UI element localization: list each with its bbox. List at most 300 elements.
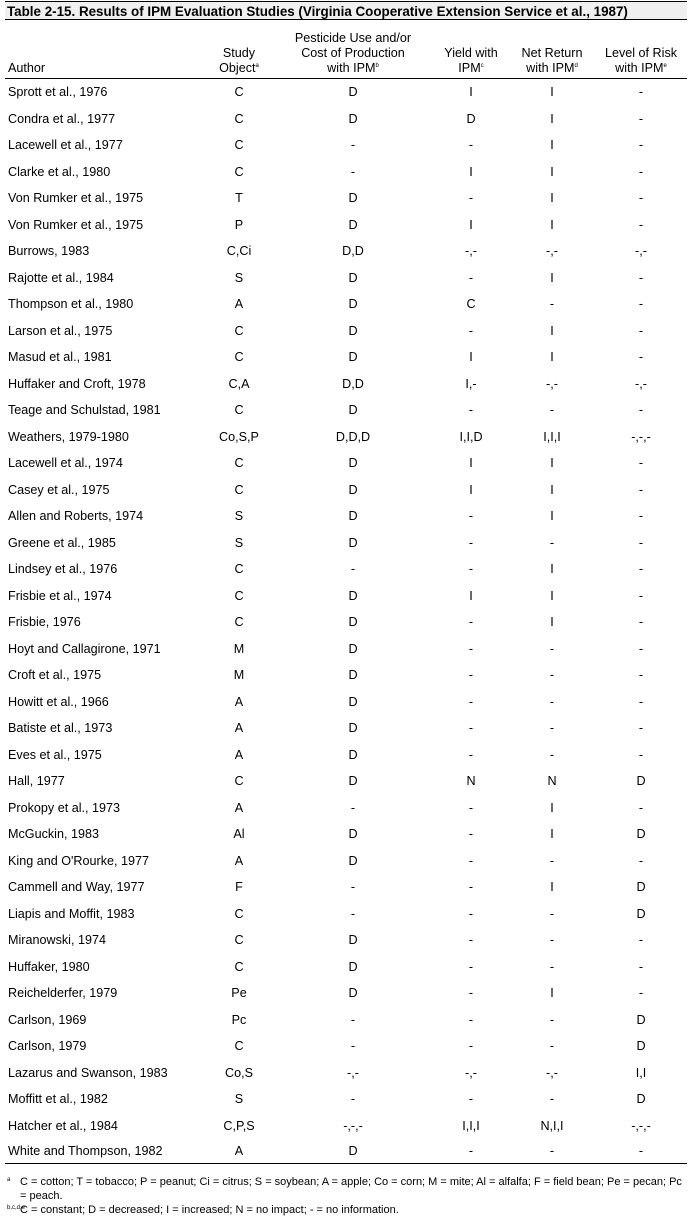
yield-cell: I,-: [465, 376, 477, 391]
header-level-of-risk: [595, 28, 687, 79]
author-cell: Burrows, 1983: [8, 244, 90, 259]
yield-cell: -: [468, 191, 474, 206]
header-line: Net Return: [521, 46, 583, 60]
header-line: Study: [222, 46, 256, 60]
header-line: Level of Risk: [604, 46, 678, 60]
study-object-cell: C: [234, 403, 244, 418]
author-cell: Prokopy et al., 1973: [8, 800, 121, 815]
net-return-cell: -: [549, 297, 555, 312]
author-cell: Lazarus and Swanson, 1983: [8, 1065, 168, 1080]
study-object-cell: C: [234, 1039, 244, 1054]
study-object-cell: C,Ci: [226, 244, 252, 259]
table-row: [5, 1033, 687, 1060]
pesticide-use-cell: D: [348, 641, 358, 656]
level-of-risk-cell: -: [638, 535, 644, 550]
ipm-results-table: [5, 28, 687, 1164]
yield-cell: -: [468, 853, 474, 868]
author-cell: Frisbie, 1976: [8, 615, 81, 630]
net-return-cell: -: [549, 403, 555, 418]
study-object-cell: C: [234, 562, 244, 577]
level-of-risk-cell: -: [638, 588, 644, 603]
pesticide-use-cell: D,D,D: [335, 429, 371, 444]
net-return-cell: I: [550, 164, 554, 179]
yield-cell: -: [468, 138, 474, 153]
pesticide-use-cell: D: [348, 694, 358, 709]
pesticide-use-cell: D: [348, 482, 358, 497]
header-text: with IPM: [526, 61, 575, 75]
footnote-text: C = constant; D = decreased; I = increased; N = no impact; - = no information.: [20, 1204, 399, 1216]
table-row: [5, 265, 687, 292]
study-object-cell: C: [234, 164, 244, 179]
author-cell: Casey et al., 1975: [8, 482, 110, 497]
yield-cell: I: [469, 217, 473, 232]
study-object-cell: A: [234, 747, 244, 762]
header-line: [205, 61, 273, 76]
yield-cell: -: [468, 1039, 474, 1054]
level-of-risk-cell: -: [638, 403, 644, 418]
study-object-cell: M: [233, 641, 245, 656]
pesticide-use-cell: D: [348, 721, 358, 736]
yield-cell: I: [469, 456, 473, 471]
level-of-risk-cell: -: [638, 694, 644, 709]
study-object-cell: C: [234, 350, 244, 365]
author-cell: Lacewell et al., 1974: [8, 456, 123, 471]
author-cell: Croft et al., 1975: [8, 668, 102, 683]
yield-cell: I: [469, 482, 473, 497]
table-body: [5, 79, 687, 1164]
level-of-risk-cell: -: [638, 933, 644, 948]
table-row: [5, 132, 687, 159]
pesticide-use-cell: -: [350, 906, 356, 921]
level-of-risk-cell: -: [638, 800, 644, 815]
pesticide-use-cell: D: [348, 191, 358, 206]
yield-cell: -: [468, 323, 474, 338]
pesticide-use-cell: D: [348, 774, 358, 789]
footnote-marker: c: [480, 63, 484, 69]
level-of-risk-cell: -,-: [635, 376, 647, 391]
author-cell: Thompson et al., 1980: [8, 297, 134, 312]
author-cell: Carlson, 1979: [8, 1039, 87, 1054]
author-cell: Masud et al., 1981: [8, 350, 112, 365]
header-pesticide-use: [273, 28, 433, 79]
yield-cell: -: [468, 562, 474, 577]
study-object-cell: Pe: [231, 986, 247, 1001]
pesticide-use-cell: -: [350, 1012, 356, 1027]
footnote-marker: a: [255, 63, 259, 69]
yield-cell: -: [468, 721, 474, 736]
study-object-cell: C: [234, 323, 244, 338]
level-of-risk-cell: -: [638, 323, 644, 338]
pesticide-use-cell: D: [348, 535, 358, 550]
pesticide-use-cell: -: [350, 880, 356, 895]
study-object-cell: P: [234, 217, 244, 232]
author-cell: Liapis and Moffit, 1983: [8, 906, 135, 921]
study-object-cell: S: [234, 270, 244, 285]
author-cell: Allen and Roberts, 1974: [8, 509, 144, 524]
header-text: Object: [219, 61, 256, 75]
net-return-cell: I: [550, 85, 554, 100]
table-row: [5, 238, 687, 265]
yield-cell: I: [469, 588, 473, 603]
yield-cell: -: [468, 1092, 474, 1107]
study-object-cell: A: [234, 800, 244, 815]
table-row: [5, 159, 687, 186]
header-row: [5, 28, 687, 79]
net-return-cell: I: [550, 111, 554, 126]
pesticide-use-cell: D: [348, 986, 358, 1001]
net-return-cell: -: [549, 853, 555, 868]
level-of-risk-cell: -: [638, 986, 644, 1001]
pesticide-use-cell: D: [348, 217, 358, 232]
level-of-risk-cell: -: [638, 641, 644, 656]
table-row: [5, 980, 687, 1007]
table-row: [5, 477, 687, 504]
table-row: [5, 1086, 687, 1113]
table-row: [5, 1060, 687, 1087]
study-object-cell: C: [234, 456, 244, 471]
yield-cell: -: [468, 535, 474, 550]
table-row: [5, 609, 687, 636]
pesticide-use-cell: D: [348, 853, 358, 868]
study-object-cell: F: [235, 880, 243, 895]
level-of-risk-cell: -: [638, 111, 644, 126]
table-row: [5, 318, 687, 345]
pesticide-use-cell: D: [348, 350, 358, 365]
level-of-risk-cell: -: [638, 509, 644, 524]
study-object-cell: Co,S: [225, 1065, 253, 1080]
footnote-text: C = cotton; T = tobacco; P = peanut; Ci = citrus; S = soybean; A = apple; Co = corn; M = mite; Al = alfalfa; F = field bean; Pe = pecan; Pc = peach.: [20, 1176, 682, 1202]
level-of-risk-cell: -: [638, 959, 644, 974]
study-object-cell: S: [234, 1092, 244, 1107]
net-return-cell: -,-: [546, 1065, 558, 1080]
table-row: [5, 185, 687, 212]
study-object-cell: S: [234, 535, 244, 550]
table-row: [5, 79, 687, 106]
net-return-cell: -: [549, 535, 555, 550]
net-return-cell: I: [550, 217, 554, 232]
pesticide-use-cell: D: [348, 456, 358, 471]
level-of-risk-cell: I,I: [635, 1065, 647, 1080]
author-cell: Carlson, 1969: [8, 1012, 87, 1027]
net-return-cell: -: [549, 721, 555, 736]
study-object-cell: C,P,S: [223, 1118, 255, 1133]
yield-cell: -: [468, 641, 474, 656]
net-return-cell: -: [509, 1139, 595, 1164]
study-object-cell: Co,S,P: [219, 429, 259, 444]
yield-cell: -: [468, 800, 474, 815]
net-return-cell: N,I,I: [540, 1118, 564, 1133]
net-return-cell: -: [549, 959, 555, 974]
yield-cell: N: [466, 774, 476, 789]
author-cell: King and O'Rourke, 1977: [8, 853, 150, 868]
author-cell: Greene et al., 1985: [8, 535, 116, 550]
table-row: [5, 742, 687, 769]
level-of-risk-cell: -: [638, 164, 644, 179]
level-of-risk-cell: -: [638, 191, 644, 206]
author-cell: Eves et al., 1975: [8, 747, 102, 762]
net-return-cell: -: [549, 1092, 555, 1107]
pesticide-use-cell: D: [348, 270, 358, 285]
pesticide-use-cell: D: [348, 323, 358, 338]
yield-cell: -: [468, 403, 474, 418]
pesticide-use-cell: D: [348, 959, 358, 974]
yield-cell: I: [469, 350, 473, 365]
study-object-cell: Al: [233, 827, 245, 842]
table-row: [5, 848, 687, 875]
table-row: [5, 662, 687, 689]
study-object-cell: Pc: [231, 1012, 247, 1027]
pesticide-use-cell: D: [348, 933, 358, 948]
study-object-cell: C,A: [228, 376, 250, 391]
level-of-risk-cell: -,-: [635, 244, 647, 259]
study-object-cell: A: [234, 721, 244, 736]
net-return-cell: I: [550, 827, 554, 842]
study-object-cell: A: [234, 694, 244, 709]
table-row: [5, 556, 687, 583]
study-object-cell: M: [233, 668, 245, 683]
net-return-cell: N: [547, 774, 557, 789]
level-of-risk-cell: D: [636, 1039, 646, 1054]
author-cell: Von Rumker et al., 1975: [8, 191, 144, 206]
yield-cell: -: [468, 747, 474, 762]
level-of-risk-cell: -: [638, 217, 644, 232]
pesticide-use-cell: -: [350, 1092, 356, 1107]
table-row: [5, 503, 687, 530]
table-row: [5, 450, 687, 477]
table-row: [5, 1139, 687, 1164]
header-line: Pesticide Use and/or: [294, 31, 412, 45]
study-object-cell: T: [235, 191, 243, 206]
table-row: [5, 636, 687, 663]
table-row: [5, 768, 687, 795]
footnote-marker: e: [663, 63, 667, 69]
author-cell: McGuckin, 1983: [8, 827, 99, 842]
net-return-cell: I: [550, 509, 554, 524]
pesticide-use-cell: D: [348, 827, 358, 842]
yield-cell: -: [468, 1012, 474, 1027]
pesticide-use-cell: D: [348, 509, 358, 524]
table-row: [5, 821, 687, 848]
study-object-cell: C: [234, 482, 244, 497]
author-cell: Cammell and Way, 1977: [8, 880, 145, 895]
level-of-risk-cell: D: [636, 774, 646, 789]
yield-cell: -,-: [465, 1065, 477, 1080]
pesticide-use-cell: D,D: [342, 244, 364, 259]
level-of-risk-cell: D: [636, 1092, 646, 1107]
author-cell: Moffitt et al., 1982: [8, 1092, 108, 1107]
level-of-risk-cell: -,-,-: [631, 429, 651, 444]
table-row: [5, 954, 687, 981]
yield-cell: -: [433, 1139, 509, 1164]
pesticide-use-cell: D: [348, 615, 358, 630]
study-object-cell: C: [234, 111, 244, 126]
net-return-cell: I: [550, 986, 554, 1001]
pesticide-use-cell: -,-: [347, 1065, 359, 1080]
author-cell: Clarke et al., 1980: [8, 164, 111, 179]
yield-cell: C: [466, 297, 476, 312]
yield-cell: I: [469, 85, 473, 100]
pesticide-use-cell: D: [348, 111, 358, 126]
table-row: [5, 583, 687, 610]
net-return-cell: -: [549, 1039, 555, 1054]
author-cell: Miranowski, 1974: [8, 933, 106, 948]
level-of-risk-cell: -: [638, 668, 644, 683]
yield-cell: -: [468, 906, 474, 921]
study-object-cell: A: [205, 1139, 273, 1164]
table-row: [5, 1113, 687, 1140]
study-object-cell: S: [234, 509, 244, 524]
level-of-risk-cell: -: [638, 562, 644, 577]
pesticide-use-cell: D: [348, 85, 358, 100]
yield-cell: -: [468, 986, 474, 1001]
yield-cell: -: [468, 694, 474, 709]
header-line: [509, 61, 595, 76]
header-text: IPM: [458, 61, 481, 75]
net-return-cell: -: [549, 906, 555, 921]
net-return-cell: -: [549, 668, 555, 683]
level-of-risk-cell: D: [636, 906, 646, 921]
header-author: [5, 28, 205, 79]
footnotes: [5, 1175, 687, 1217]
level-of-risk-cell: -,-,-: [631, 1118, 651, 1133]
header-line: [595, 61, 687, 76]
table-row: [5, 715, 687, 742]
study-object-cell: A: [234, 297, 244, 312]
table-row: [5, 795, 687, 822]
study-object-cell: C: [234, 588, 244, 603]
net-return-cell: I: [550, 270, 554, 285]
table-title: Table 2-15. Results of IPM Evaluation Studies (Virginia Cooperative Extension Service et al., 1987): [5, 1, 687, 20]
footnote-marker: b: [375, 63, 379, 69]
author-cell: Rajotte et al., 1984: [8, 270, 114, 285]
table-row: [5, 397, 687, 424]
author-cell: Frisbie et al., 1974: [8, 588, 112, 603]
header-text: with IPM: [615, 61, 664, 75]
study-object-cell: C: [234, 615, 244, 630]
author-cell: Hoyt and Callagirone, 1971: [8, 641, 161, 656]
net-return-cell: -: [549, 1012, 555, 1027]
table-row: [5, 874, 687, 901]
table-row: [5, 927, 687, 954]
level-of-risk-cell: -: [638, 85, 644, 100]
net-return-cell: I: [550, 482, 554, 497]
study-object-cell: C: [234, 85, 244, 100]
net-return-cell: I: [550, 456, 554, 471]
yield-cell: D: [466, 111, 476, 126]
pesticide-use-cell: D: [273, 1139, 433, 1164]
yield-cell: -: [468, 880, 474, 895]
pesticide-use-cell: D: [348, 747, 358, 762]
yield-cell: -: [468, 615, 474, 630]
net-return-cell: I,I,I: [543, 429, 561, 444]
header-line: Cost of Production: [301, 46, 405, 60]
net-return-cell: -: [549, 747, 555, 762]
pesticide-use-cell: -: [350, 138, 356, 153]
header-line: Yield with: [444, 46, 498, 60]
level-of-risk-cell: -: [638, 138, 644, 153]
author-cell: Huffaker and Croft, 1978: [8, 376, 146, 391]
level-of-risk-cell: -: [638, 747, 644, 762]
level-of-risk-cell: -: [638, 297, 644, 312]
net-return-cell: -: [549, 933, 555, 948]
author-cell: Teage and Schulstad, 1981: [8, 403, 161, 418]
net-return-cell: I: [550, 562, 554, 577]
table-row: [5, 291, 687, 318]
study-object-cell: A: [234, 853, 244, 868]
yield-cell: -: [468, 270, 474, 285]
footnote: [5, 1203, 687, 1217]
pesticide-use-cell: D: [348, 588, 358, 603]
author-cell: Lindsey et al., 1976: [8, 562, 118, 577]
yield-cell: -: [468, 668, 474, 683]
pesticide-use-cell: D: [348, 403, 358, 418]
author-cell: Hatcher et al., 1984: [8, 1118, 118, 1133]
author-cell: Von Rumker et al., 1975: [8, 217, 144, 232]
yield-cell: I,I,D: [459, 429, 483, 444]
header-study-object: [205, 28, 273, 79]
table-row: [5, 106, 687, 133]
header-text: with IPM: [327, 61, 376, 75]
author-cell: Weathers, 1979-1980: [8, 429, 129, 444]
footnote-marker: d: [574, 63, 578, 69]
net-return-cell: I: [550, 880, 554, 895]
net-return-cell: I: [550, 350, 554, 365]
study-object-cell: C: [234, 959, 244, 974]
table-row: [5, 689, 687, 716]
level-of-risk-cell: -: [638, 615, 644, 630]
level-of-risk-cell: -: [638, 853, 644, 868]
header-yield: [433, 28, 509, 79]
table-row: [5, 424, 687, 451]
level-of-risk-cell: -: [638, 482, 644, 497]
study-object-cell: C: [234, 906, 244, 921]
yield-cell: I,I,I: [462, 1118, 480, 1133]
net-return-cell: -: [549, 641, 555, 656]
net-return-cell: I: [550, 323, 554, 338]
study-object-cell: C: [234, 138, 244, 153]
table-header: [5, 28, 687, 79]
yield-cell: I: [469, 164, 473, 179]
pesticide-use-cell: -: [350, 800, 356, 815]
author-cell: Hall, 1977: [8, 774, 65, 789]
pesticide-use-cell: D: [348, 297, 358, 312]
pesticide-use-cell: -: [350, 562, 356, 577]
net-return-cell: I: [550, 615, 554, 630]
author-cell: Sprott et al., 1976: [8, 85, 108, 100]
footnote-mark: b,c,d,e: [7, 1205, 26, 1211]
header-line: [433, 61, 509, 76]
level-of-risk-cell: D: [636, 1012, 646, 1027]
pesticide-use-cell: -,-,-: [343, 1118, 363, 1133]
table-row: [5, 901, 687, 928]
pesticide-use-cell: D,D: [342, 376, 364, 391]
author-cell: Lacewell et al., 1977: [8, 138, 123, 153]
header-net-return: [509, 28, 595, 79]
author-cell: Condra et al., 1977: [8, 111, 116, 126]
header-line: Author: [8, 61, 46, 75]
table-row: [5, 1007, 687, 1034]
pesticide-use-cell: -: [350, 164, 356, 179]
table-row: [5, 530, 687, 557]
level-of-risk-cell: -: [638, 270, 644, 285]
study-object-cell: C: [234, 933, 244, 948]
level-of-risk-cell: D: [636, 880, 646, 895]
net-return-cell: I: [550, 138, 554, 153]
net-return-cell: I: [550, 800, 554, 815]
author-cell: Howitt et al., 1966: [8, 694, 109, 709]
author-cell: Huffaker, 1980: [8, 959, 90, 974]
net-return-cell: I: [550, 191, 554, 206]
